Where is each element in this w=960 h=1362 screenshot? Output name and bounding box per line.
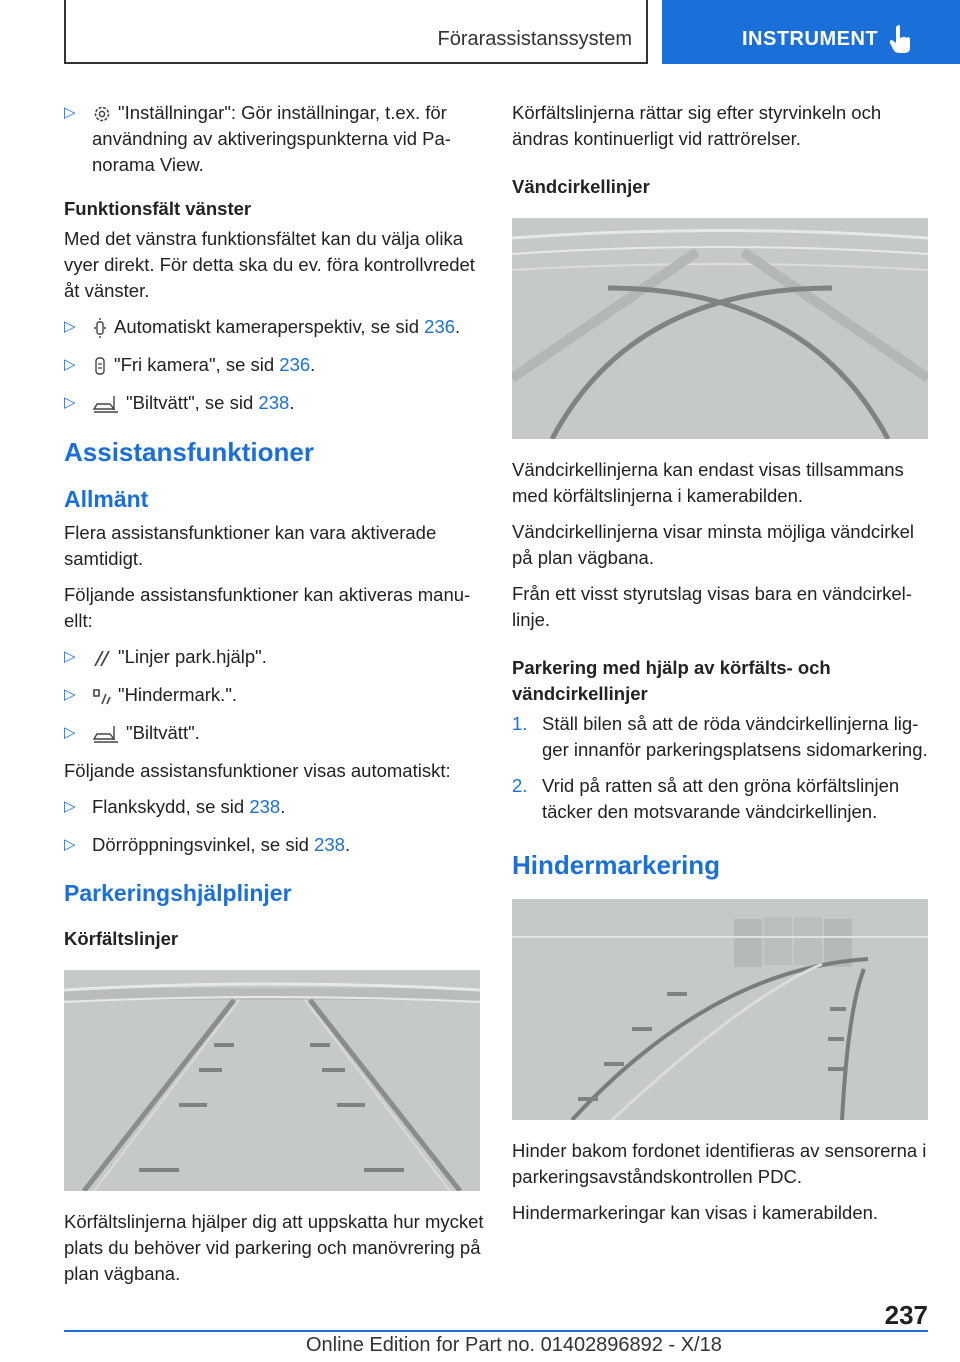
fn-field-title: Funktionsfält vänster (64, 198, 252, 219)
a2-text: Dörröppningsvinkel, se sid (92, 834, 315, 855)
list-item (512, 711, 928, 763)
triangle-bullet-icon: ▷ (64, 648, 76, 665)
auto-camera-icon (92, 317, 108, 339)
triangle-bullet-icon: ▷ (64, 798, 76, 815)
page-link[interactable]: 236 (279, 354, 311, 375)
list-item (64, 644, 484, 670)
heading-obstacle: Hindermarkering (512, 850, 721, 880)
gear-icon (92, 104, 112, 124)
header-section-title: Förarassistanssystem (437, 28, 632, 50)
m1-text: "Linjer park.hjälp". (118, 646, 267, 667)
lane-lines-text: Körfältslinjerna hjälper dig att uppskatta hur mycket plats du behöver vid parkering och manövrering på plan vägbana. (64, 1211, 484, 1284)
step-number: 1. (512, 713, 528, 734)
obstacle-marking-icon (92, 686, 112, 706)
car-wash-text: "Biltvätt", se sid (126, 392, 259, 413)
list-item (64, 682, 484, 708)
turn-circle-title: Vändcirkellinjer (512, 176, 650, 197)
right-column (512, 100, 928, 1236)
triangle-bullet-icon: ▷ (64, 836, 76, 853)
car-wash-icon (92, 394, 120, 414)
auto-text: Följande assistansfunktioner visas automatiskt: (64, 760, 451, 781)
free-camera-text: "Fri kamera", se sid (114, 354, 280, 375)
obstacle-p2: Hindermarkeringar kan visas i kamerabilden. (512, 1202, 879, 1223)
page-number: 237 (884, 1300, 928, 1330)
pointing-hand-icon (888, 24, 912, 54)
step-number: 2. (512, 775, 528, 796)
settings-text: "Inställningar": Gör inställningar, t.ex. för användning av aktiveringspunkterna vid Panorama View. (92, 102, 451, 175)
triangle-bullet-icon: ▷ (64, 104, 76, 121)
fn-field-text: Med det vänstra funktionsfältet kan du välja olika vyer direkt. För detta ska du ev. föra kontrollvredet åt vänster. (64, 228, 475, 301)
step-text: Vrid på ratten så att den gröna körfältslinjen täcker den motsvarande vändcirkellinjen. (542, 775, 900, 822)
edition-text: Online Edition for Part no. 01402896892 - X/18 (306, 1334, 722, 1356)
obstacle-marking-figure (512, 899, 928, 1120)
car-wash-icon (92, 724, 120, 744)
list-item: ▷ "Fri kamera", se sid 236. (64, 352, 484, 378)
parking-lines-icon (92, 648, 112, 668)
list-item (512, 773, 928, 825)
header-chapter-title: INSTRUMENT (742, 28, 879, 50)
manual-text: Följande assistansfunktioner kan aktiveras manuellt: (64, 584, 471, 631)
triangle-bullet-icon: ▷ (64, 686, 76, 703)
triangle-bullet-icon: ▷ (64, 724, 76, 741)
list-item (64, 720, 484, 746)
list-item: ▷ Dörröppningsvinkel, se sid 238. (64, 832, 484, 858)
turning-circle-figure (512, 218, 928, 439)
step-text: Ställ bilen så att de röda vändcirkellinjerna ligger innanför parkeringsplatsens sidomarkering. (542, 713, 928, 760)
page-link[interactable]: 238 (258, 392, 290, 413)
auto-camera-text: Automatiskt kameraperspektiv, se sid (114, 316, 425, 337)
turn-p2: Vändcirkellinjerna visar minsta möjliga vändcirkel på plan vägbana. (512, 521, 915, 568)
list-item (64, 100, 484, 178)
heading-parking-lines: Parkeringshjälplinjer (64, 880, 292, 906)
left-column (64, 100, 484, 1297)
lane-lines-figure (64, 970, 480, 1191)
turn-p3: Från ett visst styrutslag visas bara en vändcirkellinje. (512, 583, 912, 630)
triangle-bullet-icon: ▷ (64, 356, 76, 373)
page-link[interactable]: 238 (249, 796, 281, 817)
footer-divider (64, 1330, 928, 1332)
m2-text: "Hindermark.". (118, 684, 238, 705)
heading-assist: Assistansfunktioner (64, 437, 314, 467)
list-item: ▷ "Biltvätt", se sid 238. (64, 390, 484, 416)
triangle-bullet-icon: ▷ (64, 318, 76, 335)
parking-steps-title: Parkering med hjälp av körfälts- och vändcirkellinjer (512, 657, 831, 704)
general-text: Flera assistansfunktioner kan vara aktiverade samtidigt. (64, 522, 437, 569)
a1-text: Flankskydd, se sid (92, 796, 250, 817)
lane-follow-text: Körfältslinjerna rättar sig efter styrvinkeln och ändras kontinuerligt vid rattrörelser. (512, 102, 882, 149)
lane-lines-title: Körfältslinjer (64, 928, 179, 949)
free-camera-icon (92, 355, 108, 377)
header-section-box (64, 0, 648, 64)
list-item: ▷ Flankskydd, se sid 238. (64, 794, 484, 820)
turn-p1: Vändcirkellinjerna kan endast visas tillsammans med körfältslinjerna i kamerabilden. (512, 459, 904, 506)
header-chapter-tab[interactable] (662, 0, 960, 64)
heading-general: Allmänt (64, 486, 149, 512)
list-item: ▷ Automatiskt kameraperspektiv, se sid 236. (64, 314, 484, 340)
obstacle-p1: Hinder bakom fordonet identifieras av sensorerna i parkeringsavståndskontrollen PDC. (512, 1140, 927, 1187)
page-link[interactable]: 236 (424, 316, 456, 337)
page-link[interactable]: 238 (314, 834, 345, 855)
triangle-bullet-icon: ▷ (64, 394, 76, 411)
m3-text: "Biltvätt". (126, 722, 200, 743)
